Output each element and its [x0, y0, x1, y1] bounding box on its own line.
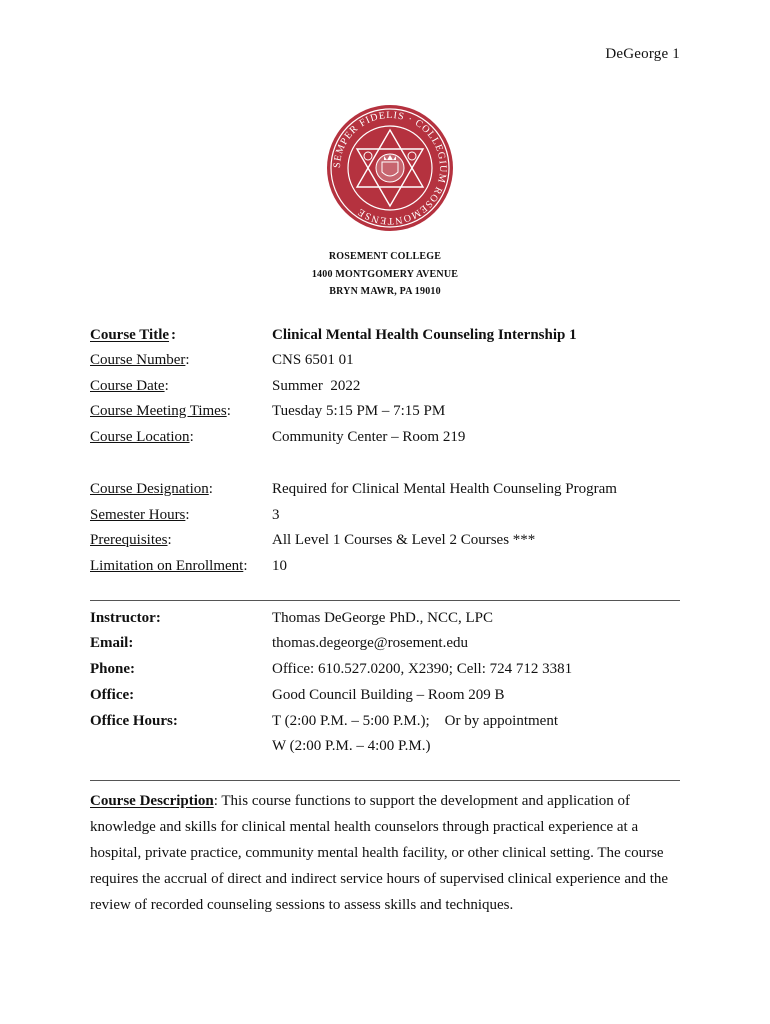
college-name: ROSEMENT COLLEGE	[328, 251, 442, 262]
office-hours-label: Office Hours:	[90, 713, 178, 729]
college-street: 1400 MONTGOMERY AVENUE	[311, 268, 459, 280]
office-row	[90, 687, 680, 709]
course-designation-label: Course Designation:	[90, 481, 213, 497]
course-location-value: Community Center – Room 219	[272, 429, 466, 445]
description-line-1: : This course functions to support the development and application of	[213, 793, 631, 809]
office-label: Office:	[90, 687, 135, 703]
seal-ring-text: SEMPER FIDELIS · COLLEGIUM ROSEMONTENSE	[331, 109, 449, 227]
course-date-value: Summer 2022	[272, 378, 361, 394]
instructor-label: Instructor:	[90, 610, 161, 626]
course-number-label: Course Number:	[90, 352, 190, 368]
phone-value: Office: 610.527.0200, X2390; Cell: 724 712 3381	[272, 661, 573, 677]
divider-top	[90, 600, 680, 601]
course-times-label: Course Meeting Times:	[90, 403, 231, 419]
prerequisites-value: All Level 1 Courses & Level 2 Courses ***	[272, 532, 536, 548]
course-designation-value: Required for Clinical Mental Health Counseling Program	[272, 481, 617, 497]
course-title-value: Clinical Mental Health Counseling Internship 1	[272, 327, 577, 343]
course-description	[90, 788, 685, 918]
office-hours-value-1: T (2:00 P.M. – 5:00 P.M.); Or by appointment	[272, 713, 558, 729]
college-address-block	[0, 248, 770, 301]
phone-label: Phone:	[90, 661, 135, 677]
email-label: Email:	[90, 635, 134, 651]
instructor-row	[90, 610, 680, 632]
course-date-row	[90, 378, 680, 400]
office-hours-row-2	[90, 738, 680, 760]
prerequisites-label: Prerequisites:	[90, 532, 172, 548]
course-description-heading: Course Description	[90, 793, 214, 809]
course-title-label: Course Title	[90, 327, 170, 343]
enrollment-limit-label: Limitation on Enrollment:	[90, 558, 248, 574]
course-date-label: Course Date:	[90, 378, 169, 394]
description-line-2: knowledge and skills for clinical mental health counselors through practical experience at a	[90, 819, 639, 835]
course-number-value: CNS 6501 01	[272, 352, 354, 368]
college-city: BRYN MAWR, PA 19010	[329, 286, 441, 297]
office-hours-value-2: W (2:00 P.M. – 4:00 P.M.)	[272, 738, 431, 754]
course-times-value: Tuesday 5:15 PM – 7:15 PM	[272, 403, 446, 419]
course-title-row: Course Title : Clinical Mental Health Counseling Internship 1	[90, 327, 577, 343]
description-line-3: hospital, private practice, community mental health facility, or other clinical setting. The course	[90, 845, 664, 861]
enrollment-limit-value: 10	[272, 558, 287, 574]
course-location-row	[90, 429, 680, 451]
prerequisites-row	[90, 532, 680, 554]
phone-row	[90, 661, 680, 683]
page-header: DeGeorge 1	[605, 46, 680, 62]
semester-hours-row	[90, 507, 680, 529]
course-times-row	[90, 403, 680, 425]
college-seal-logo	[326, 104, 454, 232]
email-row	[90, 635, 680, 657]
description-line-5: review of recorded counseling sessions to assess skills and techniques.	[90, 897, 514, 913]
course-location-label: Course Location:	[90, 429, 194, 445]
course-number-row	[90, 352, 680, 374]
semester-hours-value: 3	[272, 507, 280, 523]
description-line-4: requires the accrual of direct and indirect service hours of supervised clinical experience and the	[90, 871, 669, 887]
divider-bottom	[90, 780, 680, 781]
office-value: Good Council Building – Room 209 B	[272, 687, 505, 703]
email-value[interactable]: thomas.degeorge@rosement.edu	[272, 635, 468, 651]
instructor-value: Thomas DeGeorge PhD., NCC, LPC	[272, 610, 493, 626]
office-hours-row	[90, 713, 680, 735]
enrollment-limit-row	[90, 558, 680, 580]
course-designation-row	[90, 481, 680, 503]
semester-hours-label: Semester Hours:	[90, 507, 190, 523]
